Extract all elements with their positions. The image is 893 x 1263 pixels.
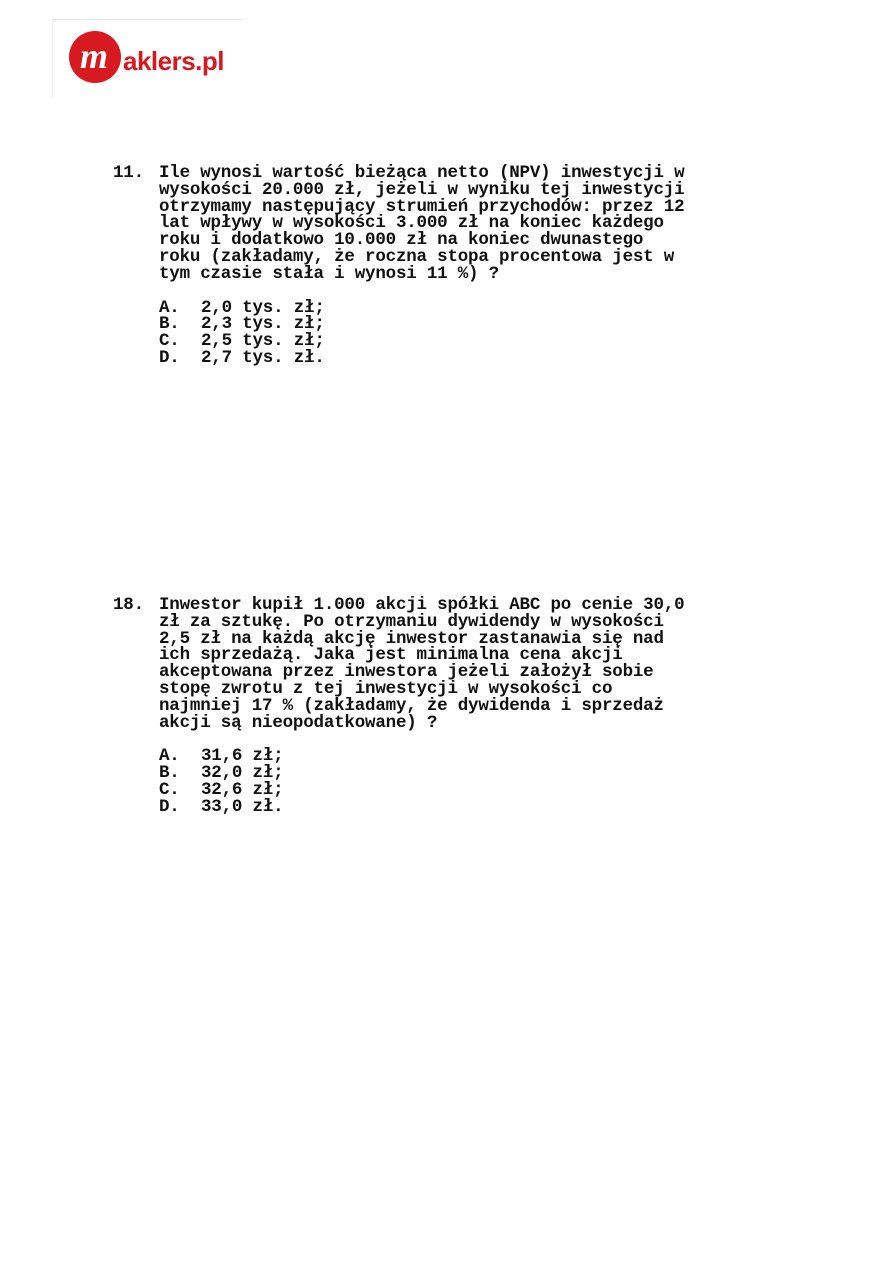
question-text <box>159 597 753 731</box>
question-line: akcji są nieopodatkowane) ? <box>159 712 438 733</box>
question-line: roku (zakładamy, że roczna stopa procentowa jest w <box>159 246 675 267</box>
answer-letter: D. <box>159 796 180 817</box>
question-18 <box>113 597 753 816</box>
answer-letter: A. <box>159 746 180 767</box>
answer-text: 2,7 tys. zł. <box>201 347 325 368</box>
maklers-logo-mark <box>68 30 122 84</box>
question-number: 18. <box>113 595 144 615</box>
answer-text: 32,6 zł; <box>201 779 284 800</box>
answer-letter: B. <box>159 314 180 335</box>
question-line: zł za sztukę. Po otrzymaniu dywidendy w wysokości <box>159 611 664 632</box>
question-line: stopę zwrotu z tej inwestycji w wysokości co <box>159 678 613 699</box>
answer-list <box>159 297 753 368</box>
answer-letter: C. <box>159 331 180 352</box>
answer-list <box>159 748 753 815</box>
answer-option <box>159 796 753 817</box>
question-line: ich sprzedażą. Jaka jest minimalna cena akcji <box>159 645 623 666</box>
question-line: otrzymamy następujący strumień przychodów: przez 12 <box>159 196 685 217</box>
answer-text: 2,0 tys. zł; <box>201 297 325 318</box>
question-line: wysokości 20.000 zł, jeżeli w wyniku tej inwestycji <box>159 179 685 200</box>
logo-mark-letter: m <box>79 36 109 76</box>
question-line: Ile wynosi wartość bieżąca netto (NPV) inwestycji w <box>159 163 685 183</box>
answer-text: 2,5 tys. zł; <box>201 331 325 352</box>
question-line: tym czasie stała i wynosi 11 %) ? <box>159 263 499 284</box>
question-number: 11. <box>113 163 144 183</box>
answer-text: 31,6 zł; <box>201 746 284 767</box>
question-line: akceptowana przez inwestora jeżeli założył sobie <box>159 662 654 683</box>
answer-letter: B. <box>159 763 180 784</box>
answer-text: 32,0 zł; <box>201 763 284 784</box>
answer-text: 2,3 tys. zł; <box>201 314 325 335</box>
question-11 <box>113 165 753 367</box>
question-line: najmniej 17 % (zakładamy, że dywidenda i sprzedaż <box>159 695 664 716</box>
question-line: lat wpływy w wysokości 3.000 zł na koniec każdego <box>159 213 664 234</box>
answer-option <box>159 347 753 368</box>
question-line: Inwestor kupił 1.000 akcji spółki ABC po cenie 30,0 <box>159 595 685 615</box>
answer-letter: A. <box>159 297 180 318</box>
logo-text: aklers.pl <box>123 46 225 76</box>
answer-letter: D. <box>159 347 180 368</box>
question-text <box>159 165 753 283</box>
question-line: 2,5 zł na każdą akcję inwestor zastanawia się nad <box>159 628 664 649</box>
answer-letter: C. <box>159 779 180 800</box>
question-line: roku i dodatkowo 10.000 zł na koniec dwunastego <box>159 230 644 251</box>
maklers-logo <box>52 19 243 98</box>
answer-text: 33,0 zł. <box>201 796 284 817</box>
